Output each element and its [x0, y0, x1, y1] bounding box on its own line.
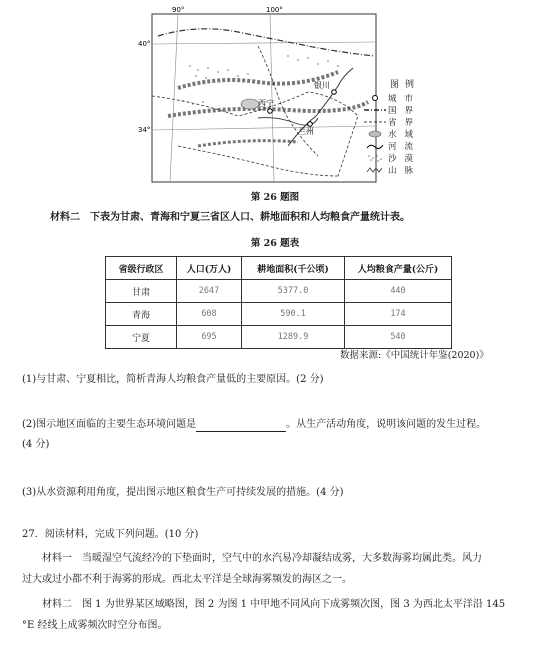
table-header-row — [106, 257, 452, 280]
question-2-lead: (2)图示地区面临的主要生态环境问题是 — [22, 419, 197, 430]
legend-row-mountain — [362, 164, 442, 176]
water-body-icon — [362, 129, 388, 139]
data-source: 数据来源:《中国统计年鉴(2020)》 — [340, 350, 489, 361]
city-label-yinchuan: 银川 — [314, 81, 330, 90]
material-1-line-2: 过大或过小都不利于海雾的形成。西北太平洋是全球海雾频发的海区之一。 — [22, 574, 352, 585]
question-1: (1)与甘肃、宁夏相比，简析青海人均粮食产量低的主要原因。(2 分) — [22, 374, 324, 385]
table-cell-farmland: 5377.0 — [242, 280, 345, 303]
lat-label-40: 40° — [138, 40, 151, 48]
table-row — [106, 303, 452, 326]
provincial-border-icon — [362, 117, 388, 127]
stats-table-wrapper — [105, 256, 452, 349]
question-27-title: 27．阅读材料，完成下列问题。(10 分) — [22, 529, 199, 540]
mountain-range-icon — [362, 165, 388, 175]
table-26-caption: 第 26 题表 — [250, 238, 300, 249]
lon-label-100: 100° — [266, 6, 283, 14]
table-cell-province: 青海 — [106, 303, 177, 326]
map-svg — [138, 6, 381, 184]
legend-row-river — [362, 140, 442, 152]
material-2-intro: 材料二 下表为甘肃、青海和宁夏三省区人口、耕地面积和人均粮食产量统计表。 — [50, 212, 410, 223]
legend-label-water: 水域 — [388, 130, 422, 140]
table-cell-grain: 440 — [345, 280, 452, 303]
lon-label-90: 90° — [172, 6, 185, 14]
header-province: 省级行政区 — [106, 257, 177, 280]
legend-label-city: 城市 — [388, 94, 422, 104]
city-marker-xining — [268, 109, 273, 114]
legend-row-water — [362, 128, 442, 140]
question-2-rest: 。从生产活动角度，说明该问题的发生过程。 — [286, 419, 487, 430]
desert-icon — [362, 153, 388, 163]
material-1-line-1: 材料一 当暖湿空气流经冷的下垫面时，空气中的水汽易冷却凝结成雾，大多数海雾均属此类。风力 — [42, 553, 482, 564]
table-cell-province: 甘肃 — [106, 280, 177, 303]
figure-26-caption: 第 26 题图 — [250, 192, 300, 203]
question-3: (3)从水资源利用角度，提出图示地区粮食生产可持续发展的措施。(4 分) — [22, 487, 344, 498]
city-marker-yinchuan — [332, 90, 337, 95]
city-marker-lanzhou — [308, 122, 313, 127]
header-population: 人口(万人) — [177, 257, 242, 280]
material-2-line-2: °E 经线上成雾频次时空分布图。 — [22, 620, 168, 631]
table-cell-grain: 540 — [345, 326, 452, 349]
table-row — [106, 326, 452, 349]
river-icon — [362, 141, 388, 151]
table-cell-population: 2647 — [177, 280, 242, 303]
city-label-xining: 西宁 — [258, 99, 274, 108]
legend-row-provincial-border — [362, 116, 442, 128]
header-grain: 人均粮食产量(公斤) — [345, 257, 452, 280]
table-cell-grain: 174 — [345, 303, 452, 326]
table-cell-farmland: 1289.9 — [242, 326, 345, 349]
table-cell-province: 宁夏 — [106, 326, 177, 349]
table-cell-population: 695 — [177, 326, 242, 349]
question-2-score: (4 分) — [22, 439, 50, 450]
question-2 — [22, 417, 542, 432]
legend-label-mountain: 山脉 — [388, 166, 422, 176]
map-legend — [362, 77, 442, 176]
legend-row-desert — [362, 152, 442, 164]
legend-label-national-border: 国界 — [388, 106, 422, 116]
legend-label-provincial-border: 省界 — [388, 118, 422, 128]
table-row — [106, 280, 452, 303]
legend-row-city — [362, 92, 442, 104]
table-cell-population: 608 — [177, 303, 242, 326]
legend-label-river: 河流 — [388, 142, 422, 152]
city-symbol-icon — [362, 93, 388, 103]
lat-label-34: 34° — [138, 126, 151, 134]
answer-blank[interactable] — [196, 421, 286, 432]
city-label-lanzhou: 兰州 — [298, 127, 314, 136]
legend-label-desert: 沙漠 — [388, 154, 422, 164]
header-farmland: 耕地面积(千公顷) — [242, 257, 345, 280]
table-cell-farmland: 590.1 — [242, 303, 345, 326]
region-map — [138, 6, 381, 184]
material-2-line-1: 材料二 图 1 为世界某区域略图，图 2 为图 1 中甲地不同风向下成雾频次图，图 3 为西北太平洋沿 145 — [42, 599, 506, 610]
stats-table — [105, 256, 452, 349]
legend-row-national-border — [362, 104, 442, 116]
legend-title: 图例 — [389, 80, 420, 90]
national-border-icon — [362, 105, 388, 115]
